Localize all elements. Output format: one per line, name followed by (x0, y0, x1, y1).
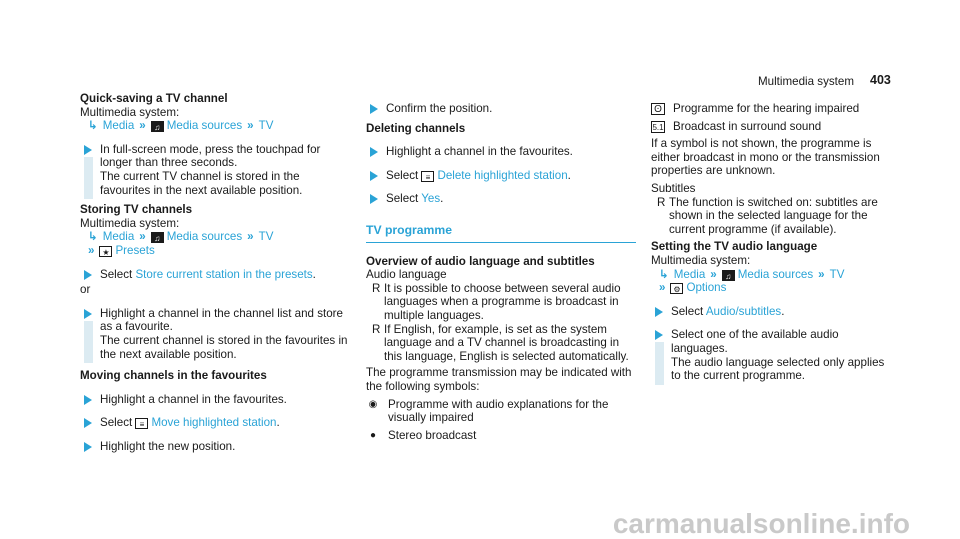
column-2 (366, 92, 636, 442)
chevron-icon: » (818, 267, 825, 281)
step-arrow-icon (370, 194, 378, 204)
nav-media: Media (102, 119, 135, 133)
step-text: Highlight a channel in the favourites. (386, 145, 573, 159)
nav-options: Options (686, 281, 727, 295)
step-arrow-icon (655, 330, 663, 340)
step-arrow-icon (84, 270, 92, 280)
storing-step-1 (80, 268, 350, 282)
arrow-hook-icon: ↳ (88, 119, 98, 133)
audio-bullet-1: R It is possible to choose between several audio languages when a programme is broadcast in multiple languages. (372, 281, 621, 322)
nav-tv: TV (258, 119, 274, 133)
deleting-step-3 (366, 192, 636, 206)
step-text: Highlight a channel in the channel list and store as a favourite. (100, 306, 343, 334)
deleting-heading: Deleting channels (366, 121, 466, 135)
symbol-row-audio-description: ◉ Programme with audio explanations for the visually impaired (366, 398, 636, 425)
bullet-icon: R (657, 195, 666, 209)
column-1 (80, 92, 350, 453)
subtitles-bullet: R The function is switched on: subtitles are shown in the selected language for the current programme (if available). (657, 195, 878, 236)
chevron-icon: » (659, 281, 666, 295)
nav-tv: TV (829, 267, 845, 281)
yes-link: Yes (421, 192, 441, 206)
bullet-icon: R (372, 322, 381, 336)
chevron-icon: » (88, 243, 95, 257)
setting-step-2 (651, 328, 896, 382)
nav-media-sources: Media sources (166, 119, 243, 133)
audio-language-label: Audio language (366, 268, 447, 282)
move-highlighted-station-link: Move highlighted station (151, 416, 277, 430)
step-arrow-icon (84, 418, 92, 428)
step-text: Highlight a channel in the favourites. (100, 392, 287, 406)
step-text: Select Yes. (386, 192, 444, 206)
storing-heading: Storing TV channels (80, 203, 193, 217)
moving-step-1 (80, 393, 350, 407)
setting-nav-path (651, 268, 896, 282)
delete-highlighted-station-link: Delete highlighted station (437, 168, 568, 182)
menu-icon: ≡ (421, 171, 434, 182)
audio-description-icon: ◉ (368, 398, 378, 410)
step-bar (84, 321, 93, 363)
step-result: The current TV channel is stored in the favourites in the next available position. (100, 169, 303, 197)
arrow-hook-icon: ↳ (659, 267, 669, 281)
step-bar (655, 342, 664, 384)
nav-tv: TV (258, 230, 274, 244)
nav-media: Media (673, 267, 706, 281)
column-3 (651, 92, 896, 383)
step-arrow-icon (84, 395, 92, 405)
overview-heading: Overview of audio language and subtitles (366, 254, 595, 268)
step-arrow-icon (84, 145, 92, 155)
symbol-row-surround: 5.1 Broadcast in surround sound (652, 119, 822, 133)
chevron-icon: » (139, 119, 146, 133)
storing-nav-path-2 (80, 244, 350, 258)
stereo-icon: ● (369, 429, 377, 441)
or-text: or (80, 283, 91, 297)
quick-saving-heading: Quick-saving a TV channel (80, 92, 228, 105)
setting-heading: Setting the TV audio language (651, 240, 818, 254)
subtitles-label: Subtitles (651, 181, 696, 195)
step-bar (84, 157, 93, 199)
menu-icon: ≡ (135, 418, 148, 429)
bullet-icon: R (372, 281, 381, 295)
chevron-icon: » (139, 230, 146, 244)
running-header: Multimedia system (758, 75, 854, 88)
chevron-icon: » (247, 230, 254, 244)
step-text: Highlight the new position. (100, 439, 236, 453)
storing-step-2 (80, 307, 350, 361)
step-arrow-icon (84, 309, 92, 319)
audio-bullet-2: R If English, for example, is set as the system language and a TV channel is broadcasting in this language, English is selected automatically. (372, 322, 629, 363)
media-sources-icon: ♫ (722, 270, 735, 281)
storing-system: Multimedia system: (80, 216, 180, 230)
quick-saving-step-1 (80, 143, 350, 197)
symbol-row-hearing-impaired: ʘ Programme for the hearing impaired (651, 102, 896, 116)
audio-subtitles-link: Audio/subtitles (705, 304, 782, 318)
gear-icon: ⚙ (670, 283, 683, 294)
quick-saving-system: Multimedia system: (80, 105, 180, 119)
media-sources-icon: ♫ (151, 232, 164, 243)
hearing-impaired-icon: ʘ (651, 103, 665, 115)
step-text: Select ≡ Delete highlighted station. (386, 168, 571, 182)
quick-saving-nav-path (80, 119, 350, 133)
step-text: Select ≡ Move highlighted station. (100, 416, 280, 430)
page-number: 403 (870, 73, 891, 87)
nav-presets: Presets (115, 243, 155, 257)
symbol-note: If a symbol is not shown, the programme is either broadcast in mono or the transmission properties are unknown. (651, 137, 880, 178)
nav-media: Media (102, 230, 135, 244)
transmission-text: The programme transmission may be indicated with the following symbols: (366, 366, 632, 393)
step-text: In full-screen mode, press the touchpad for longer than three seconds. (100, 142, 321, 170)
setting-system: Multimedia system: (651, 253, 751, 267)
storing-nav-path (80, 230, 350, 244)
deleting-step-2 (366, 169, 636, 183)
watermark: carmanualsonline.info (612, 508, 910, 539)
arrow-hook-icon: ↳ (88, 230, 98, 244)
star-icon: ★ (99, 246, 112, 257)
step-text: Select Store current station in the presets. (100, 267, 316, 281)
store-current-station-link: Store current station in the presets (135, 267, 313, 281)
media-sources-icon: ♫ (151, 121, 164, 132)
step-arrow-icon (370, 171, 378, 181)
step-result: The audio language selected only applies to the current programme. (671, 355, 885, 383)
setting-nav-path-2 (651, 281, 896, 295)
nav-media-sources: Media sources (737, 267, 814, 281)
step-arrow-icon (655, 307, 663, 317)
step-text: Select one of the available audio languages. (671, 328, 839, 355)
chevron-icon: » (247, 119, 254, 133)
step-text: Select Audio/subtitles. (671, 304, 785, 318)
nav-media-sources: Media sources (166, 230, 243, 244)
step-result: The current channel is stored in the favourites in the next available position. (100, 333, 348, 361)
moving-heading: Moving channels in the favourites (80, 369, 267, 383)
confirm-step (366, 102, 636, 116)
moving-step-2 (80, 416, 350, 430)
chevron-icon: » (710, 267, 717, 281)
surround-sound-icon: 5.1 (652, 122, 664, 132)
step-arrow-icon (84, 442, 92, 452)
symbol-row-stereo: ● Stereo broadcast (366, 429, 636, 443)
tv-programme-heading: TV programme (366, 224, 636, 243)
moving-step-3 (80, 440, 350, 454)
deleting-step-1 (366, 145, 636, 159)
setting-step-1 (651, 305, 896, 319)
step-arrow-icon (370, 104, 378, 114)
step-text: Confirm the position. (386, 102, 493, 115)
step-arrow-icon (370, 147, 378, 157)
